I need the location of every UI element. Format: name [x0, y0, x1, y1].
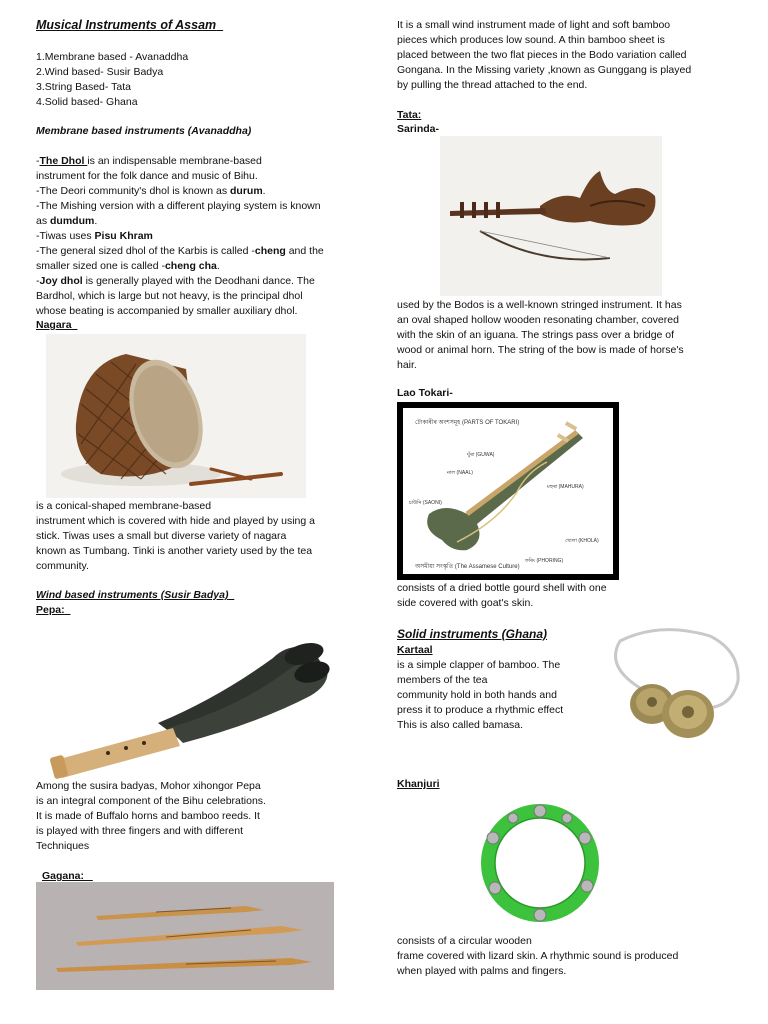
- sarinda-heading: Sarinda-: [397, 123, 440, 135]
- tata-heading: Tata:: [397, 109, 422, 121]
- svg-text:চাউনি (SAONI): চাউনি (SAONI): [409, 500, 442, 506]
- nagara-heading: Nagara: [36, 319, 72, 331]
- svg-text:খোলা (KHOLA): খোলা (KHOLA): [565, 538, 599, 544]
- pepa-image: [48, 628, 330, 780]
- gagana-image: [36, 882, 334, 990]
- category-list-item: 2.Wind based- Susir Badya: [36, 66, 164, 78]
- svg-text:নাল (NAAL): নাল (NAAL): [447, 470, 473, 476]
- diagram-title: টোকাৰীৰ অংশসমূহ (PARTS OF TOKARI): [415, 420, 520, 426]
- page-title: Musical Instruments of Assam: [36, 18, 217, 32]
- category-list-item: 1.Membrane based - Avanaddha: [36, 51, 189, 63]
- svg-text:ঘুঁৰা (GUWA): ঘুঁৰা (GUWA): [467, 452, 495, 458]
- svg-text:ফৰিং (PHORING): ফৰিং (PHORING): [525, 558, 564, 564]
- nagara-image: [46, 334, 306, 498]
- dhol-term: The Dhol: [39, 155, 88, 167]
- khanjuri-heading: Khanjuri: [397, 778, 440, 790]
- category-list-item: 3.String Based- Tata: [36, 81, 131, 93]
- lao-tokari-heading: Lao Tokari-: [397, 387, 453, 399]
- diagram-caption: অসমীয়া সংস্কৃতি (The Assamese Culture): [415, 564, 520, 570]
- gagana-heading: Gagana:: [42, 870, 85, 882]
- category-list-item: 4.Solid based- Ghana: [36, 96, 138, 108]
- pepa-heading: Pepa:: [36, 604, 65, 616]
- kartaal-heading: Kartaal: [397, 644, 433, 656]
- wind-section-heading: Wind based instruments (Susir Badya): [36, 589, 229, 601]
- sarinda-image: [440, 136, 662, 296]
- solid-section-heading: Solid instruments (Ghana): [397, 627, 548, 641]
- kartaal-image: [600, 626, 745, 744]
- lao-tokari-diagram: [397, 402, 619, 580]
- svg-text:মহুৰা (MAHURA): মহুৰা (MAHURA): [547, 484, 584, 490]
- khanjuri-image: [475, 798, 605, 928]
- membrane-section-heading: Membrane based instruments (Avanaddha): [36, 125, 252, 137]
